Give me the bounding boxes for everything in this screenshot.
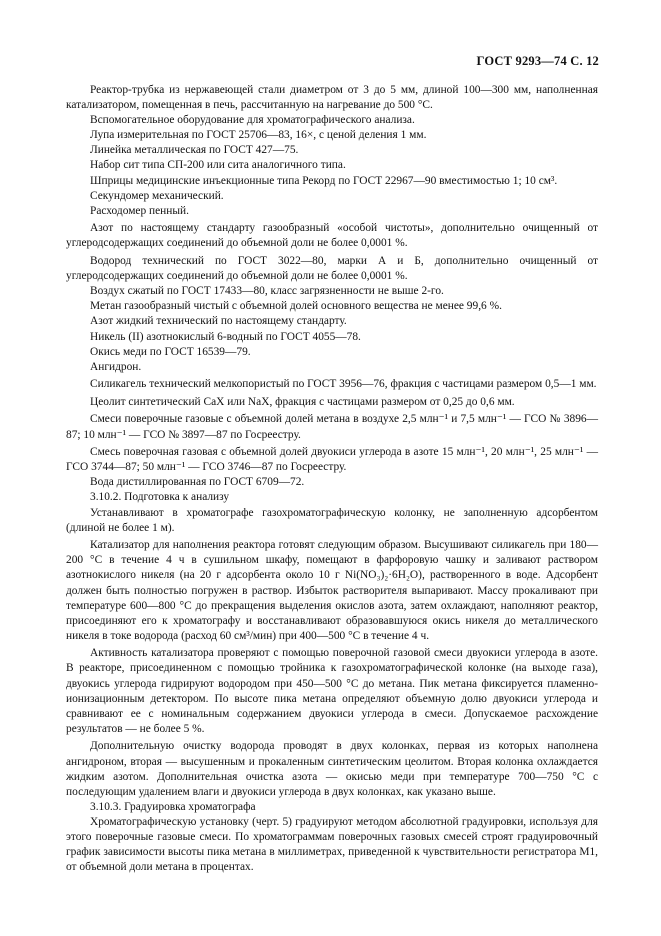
paragraph-magnifier: Лупа измерительная по ГОСТ 25706—83, 16×, с ценой деления 1 мм. <box>90 129 427 142</box>
paragraph-hydrogen-purification: Дополнительную очистку водорода проводят в двух колонках, первая из которых наполнена ангидроном, вторая — высушенным и прокаленным синтетическим цеолитом. Вторая колонка охлаждается жидким азотом. Дополнительная очистка азота — окисью меди при температуре 700—750 °С с последующим удалением влаги и двуокиси углерода в двух колонках, как указано выше. <box>66 740 598 798</box>
paragraph-silica-gel: Силикагель технический мелкопористый по ГОСТ 3956—76, фракция с частицами размером 0,5—1 мм. <box>90 378 597 391</box>
paragraph-liquid-nitrogen: Азот жидкий технический по настоящему стандарту. <box>90 315 347 328</box>
paragraph-syringes: Шприцы медицинские инъекционные типа Рекорд по ГОСТ 22967—90 вместимостью 1; 10 см³. <box>90 174 558 187</box>
paragraph-methane-mixtures: Смеси поверочные газовые с объемной долей метана в воздухе 2,5 млн⁻¹ и 7,5 млн⁻¹ — ГСО № 3896—87; 10 млн⁻¹ — ГСО № 3897—87 по Госреестру. <box>66 413 598 441</box>
paragraph-ruler: Линейка металлическая по ГОСТ 427—75. <box>90 144 299 157</box>
paragraph-distilled-water: Вода дистиллированная по ГОСТ 6709—72. <box>90 476 305 489</box>
paragraph-stopwatch: Секундомер механический. <box>90 189 224 202</box>
paragraph-reactor-tube: Реактор-трубка из нержавеющей стали диаметром от 3 до 5 мм, длиной 100—300 мм, наполненная катализатором, помещенная в печь, рассчитанную на нагревание до 500 °С. <box>66 84 598 112</box>
document-body <box>66 83 598 875</box>
paragraph-catalyst-activity: Активность катализатора проверяют с помощью поверочной газовой смеси двуокиси углерода в азоте. В реакторе, присоединенном с помощью тройника к газохроматографической колонке (на выходе газа), двуокись углерода гидрируют водородом при 450—500 °С до метана. Пик метана фиксируется пламенно-ионизационным детектором. По высоте пика метана определяют объемную долю двуокиси углерода и сравнивают ее с номинальным содержанием двуокиси углерода в смеси. Допускаемое расхождение результатов — не более 5 %. <box>66 647 598 735</box>
paragraph-co2-mixture: Смесь поверочная газовая с объемной долей двуокиси углерода в азоте 15 млн⁻¹, 20 млн⁻¹, 25 млн⁻¹ — ГСО 3744—87; 50 млн⁻¹ — ГСО 3746—87 по Госреестру. <box>66 446 598 474</box>
paragraph-hydrogen: Водород технический по ГОСТ 3022—80, марки А и Б, дополнительно очищенный от углеродсодержащих соединений до объемной доли не более 0,0001 %. <box>66 255 598 283</box>
paragraph-methane: Метан газообразный чистый с объемной долей основного вещества не менее 99,6 %. <box>90 300 502 313</box>
paragraph-flowmeter: Расходомер пенный. <box>90 204 189 217</box>
section-heading-3-10-3: 3.10.3. Градуировка хроматографа <box>90 800 256 813</box>
paragraph-auxiliary-equipment: Вспомогательное оборудование для хроматографического анализа. <box>90 114 415 127</box>
paragraph-copper-oxide: Окись меди по ГОСТ 16539—79. <box>90 345 251 358</box>
paragraph-calibration: Хроматографическую установку (черт. 5) градуируют методом абсолютной градуировки, используя для этого поверочные газовые смеси. По хроматограммам поверочных газовых смесей строят градуировочный график зависимости высоты пика метана в миллиметрах, приведенной к чувствительности регистратора М1, от объемной доли метана в процентах. <box>66 815 598 874</box>
paragraph-sieve-set: Набор сит типа СП-200 или сита аналогичного типа. <box>90 159 346 172</box>
paragraph-compressed-air: Воздух сжатый по ГОСТ 17433—80, класс загрязненности не выше 2-го. <box>90 285 444 298</box>
paragraph-nickel-nitrate: Никель (II) азотнокислый 6-водный по ГОСТ 4055—78. <box>90 330 361 343</box>
paragraph-column-install: Устанавливают в хроматографе газохроматографическую колонку, не заполненную адсорбентом (длиной не более 1 м). <box>66 506 598 534</box>
paragraph-nitrogen: Азот по настоящему стандарту газообразный «особой чистоты», дополнительно очищенный от углеродсодержащих соединений до объемной доли не более 0,0001 %. <box>66 222 598 250</box>
section-heading-3-10-2: 3.10.2. Подготовка к анализу <box>90 491 230 504</box>
paragraph-anhydrone: Ангидрон. <box>90 360 142 373</box>
paragraph-catalyst-prep: Катализатор для наполнения реактора готовят следующим образом. Высушивают силикагель при 180—200 °С в течение 4 ч в сушильном шкафу, помещают в фарфоровую чашку и заливают раствором азотнокислого никеля (на 20 г адсорбента около 10 г Ni(NO₃)₂·6H₂O), растворенного в воде. Адсорбент должен быть полностью погружен в раствор. Избыток растворителя выпаривают. Массу прокаливают при температуре 600—800 °С до прекращения выделения окислов азота, затем охлаждают, наполняют реактор, присоединяют его к хроматографу и восстанавливают образовавшуюся окись никеля до металлического никеля в токе водорода (расход 60 см³/мин) при 400—500 °С в течение 4 ч. <box>66 539 598 642</box>
page-header: ГОСТ 9293—74 С. 12 <box>476 54 599 68</box>
paragraph-zeolite: Цеолит синтетический CaX или NaX, фракция с частицами размером от 0,25 до 0,6 мм. <box>90 395 515 408</box>
